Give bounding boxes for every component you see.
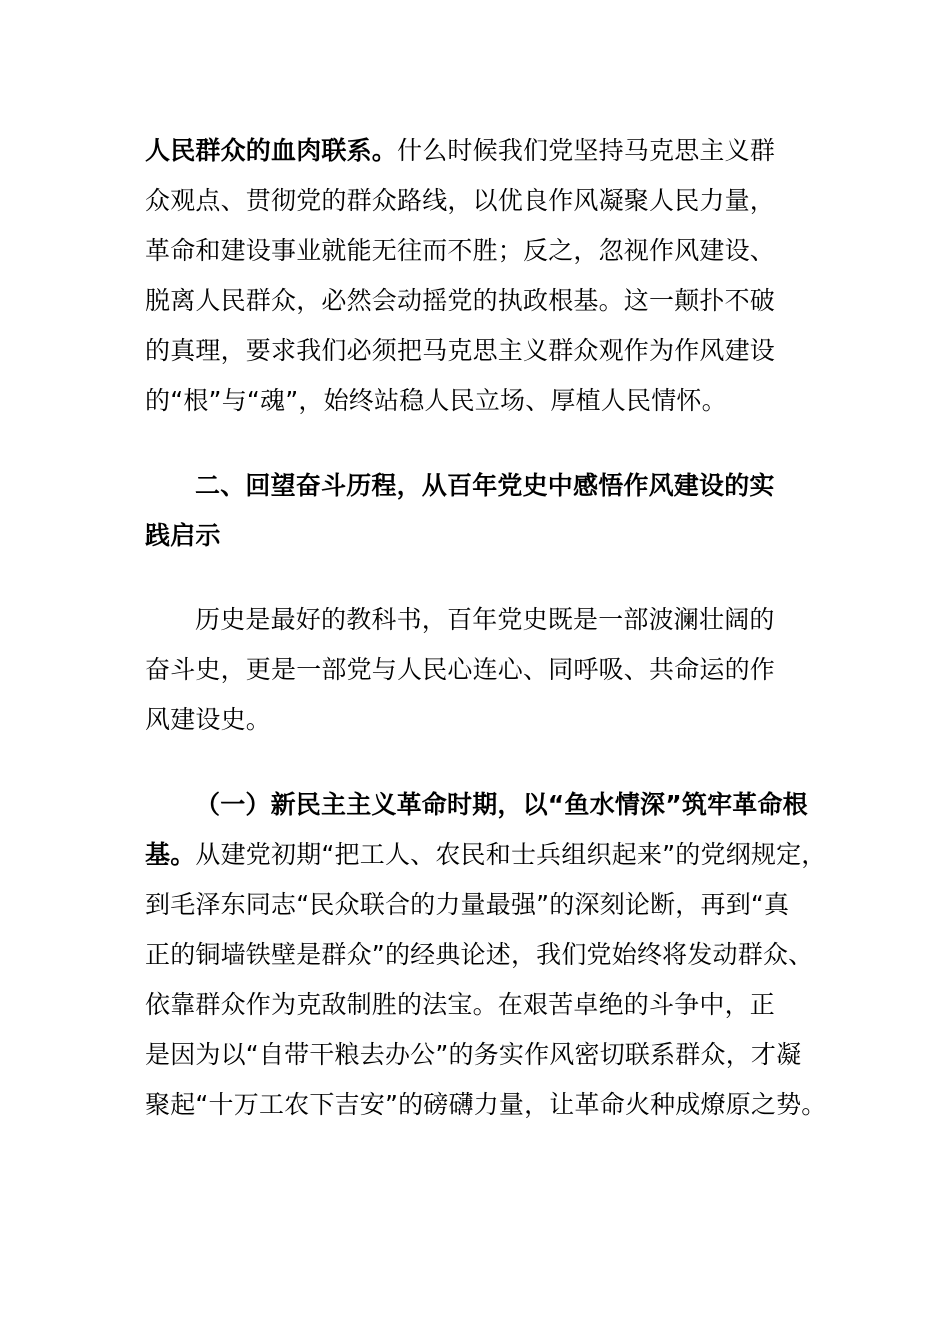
paragraph-1-line-3: 革命和建设事业就能无往而不胜；反之，忽视作风建设、 bbox=[145, 236, 776, 265]
paragraph-1-line-1-text: 什么时候我们党坚持马克思主义群 bbox=[397, 136, 776, 165]
section-heading-line-1: 二、回望奋斗历程，从百年党史中感悟作风建设的实 bbox=[195, 471, 775, 500]
section-heading-line-2: 践启示 bbox=[145, 521, 221, 550]
paragraph-2-line-3: 风建设史。 bbox=[145, 705, 272, 734]
paragraph-3-line-1: （一）新民主主义革命时期，以“鱼水情深”筑牢革命根 bbox=[195, 790, 808, 819]
paragraph-3-line-2 bbox=[145, 840, 827, 870]
paragraph-3-bold-lead: 基。 bbox=[145, 840, 196, 869]
paragraph-1-bold-lead: 人民群众的血肉联系。 bbox=[145, 136, 398, 165]
paragraph-3-line-2-text: 从建党初期“把工人、农民和士兵组织起来”的党纲规定， bbox=[195, 840, 827, 869]
paragraph-1-line-2: 众观点、贯彻党的群众路线，以优良作风凝聚人民力量， bbox=[145, 186, 776, 215]
paragraph-3-line-7: 聚起“十万工农下吉安”的磅礴力量，让革命火种成燎原之势。 bbox=[145, 1090, 827, 1119]
paragraph-3-line-4: 正的铜墙铁壁是群众”的经典论述，我们党始终将发动群众、 bbox=[145, 940, 814, 969]
paragraph-1-line-6: 的“根”与“魂”，始终站稳人民立场、厚植人民情怀。 bbox=[145, 386, 727, 415]
paragraph-3-line-5: 依靠群众作为克敌制胜的法宝。在艰苦卓绝的斗争中，正 bbox=[145, 990, 776, 1019]
paragraph-1-line-4: 脱离人民群众，必然会动摇党的执政根基。这一颠扑不破 bbox=[145, 286, 776, 315]
paragraph-2-line-2: 奋斗史，更是一部党与人民心连心、同呼吸、共命运的作 bbox=[145, 655, 776, 684]
paragraph-1-line-5: 的真理，要求我们必须把马克思主义群众观作为作风建设 bbox=[145, 336, 776, 365]
paragraph-2-line-1: 历史是最好的教科书，百年党史既是一部波澜壮阔的 bbox=[195, 605, 775, 634]
paragraph-3-line-3: 到毛泽东同志“民众联合的力量最强”的深刻论断，再到“真 bbox=[145, 890, 790, 919]
paragraph-1-line-1 bbox=[145, 136, 775, 166]
paragraph-3-line-6: 是因为以“自带干粮去办公”的务实作风密切联系群众，才凝 bbox=[145, 1040, 802, 1069]
